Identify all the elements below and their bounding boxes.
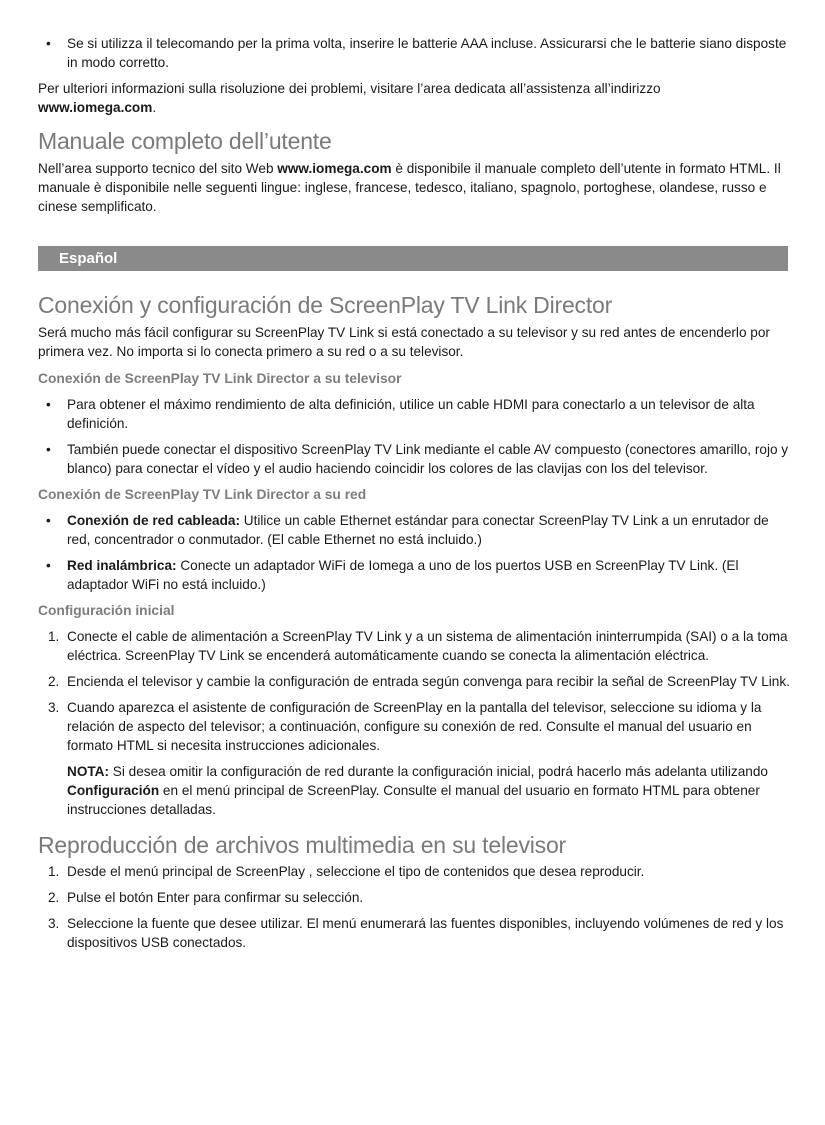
setup-subheading: Configuración inicial bbox=[38, 603, 175, 618]
step-text: Conecte el cable de alimentación a ScreenPlay TV Link y a un sistema de alimentación ininterrumpida (SAI) o a la toma eléctrica. ScreenPlay TV Link se encenderá automáticamente cuando se conecta la alimentación eléctrica. bbox=[67, 629, 788, 663]
bullet-marker: • bbox=[46, 558, 51, 573]
batteries-text: Se si utilizza il telecomando per la prima volta, inserire le batterie AAA incluse. Assicurarsi che le batterie siano disposte in modo corretto. bbox=[67, 36, 787, 70]
list-item bbox=[38, 511, 790, 549]
setup-steps-list bbox=[38, 627, 790, 755]
tv-subheading: Conexión de ScreenPlay TV Link Director a su televisor bbox=[38, 371, 402, 386]
list-item bbox=[38, 34, 790, 72]
list-item bbox=[38, 914, 790, 952]
language-label: Español bbox=[59, 250, 118, 267]
tv-bullet-list bbox=[38, 395, 790, 478]
troubleshoot-paragraph bbox=[38, 79, 790, 117]
bullet-marker: • bbox=[46, 36, 51, 51]
step-number: 1. bbox=[48, 629, 60, 644]
note-text-before: Si desea omitir la configuración de red durante la configuración inicial, podrá hacerlo más adelanta utilizando bbox=[109, 764, 768, 779]
step-number: 2. bbox=[48, 890, 60, 905]
note-bold-word: Configuración bbox=[67, 783, 160, 798]
network-bullet-list bbox=[38, 511, 790, 594]
note-label: NOTA: bbox=[67, 764, 110, 779]
connection-heading: Conexión y configuración de ScreenPlay TV Link Director bbox=[38, 292, 613, 318]
step-number: 3. bbox=[48, 700, 60, 715]
list-item bbox=[38, 672, 790, 691]
manual-heading: Manuale completo dell’utente bbox=[38, 128, 332, 154]
step-number: 3. bbox=[48, 916, 60, 931]
bullet-marker: • bbox=[46, 397, 51, 412]
list-item bbox=[38, 698, 790, 755]
step-number: 1. bbox=[48, 864, 60, 879]
troubleshoot-text: Per ulteriori informazioni sulla risoluzione dei problemi, visitare l’area dedicata all’assistenza all’indirizzo bbox=[38, 81, 661, 96]
step-text: Pulse el botón Enter para confirmar su selección. bbox=[67, 890, 364, 905]
manual-paragraph bbox=[38, 159, 790, 216]
step-number: 2. bbox=[48, 674, 60, 689]
wireless-label: Red inalámbrica: bbox=[67, 558, 177, 573]
list-item bbox=[38, 556, 790, 594]
step-text: Seleccione la fuente que desee utilizar. El menú enumerará las fuentes disponibles, incluyendo volúmenes de red y los dispositivos USB conectados. bbox=[67, 916, 784, 950]
support-link[interactable]: www.iomega.com bbox=[38, 100, 153, 115]
wireless-text: Conecte un adaptador WiFi de Iomega a uno de los puertos USB en ScreenPlay TV Link. (El adaptador WiFi no está incluido.) bbox=[67, 558, 739, 592]
language-section-bar bbox=[38, 246, 788, 271]
step-text: Desde el menú principal de ScreenPlay , seleccione el tipo de contenidos que desea reproducir. bbox=[67, 864, 645, 879]
troubleshoot-end: . bbox=[152, 100, 157, 115]
tv-bullet-text: También puede conectar el dispositivo ScreenPlay TV Link mediante el cable AV compuesto (conectores amarillo, rojo y blanco) para conectar el vídeo y el audio haciendo coincidir los colores de las clavijas con los del televisor. bbox=[67, 442, 789, 476]
manual-text-after: è disponibile il manuale completo dell’utente in formato HTML. Il manuale è disponibile nelle seguenti lingue: inglese, francese, tedesco, italiano, spagnolo, portoghese, olandese, russo e cinese semplificato. bbox=[38, 161, 781, 214]
wired-label: Conexión de red cableada: bbox=[67, 513, 240, 528]
manual-link[interactable]: www.iomega.com bbox=[277, 161, 392, 176]
tv-bullet-text: Para obtener el máximo rendimiento de alta definición, utilice un cable HDMI para conectarlo a un televisor de alta definición. bbox=[67, 397, 755, 431]
connection-intro: Será mucho más fácil configurar su ScreenPlay TV Link si está conectado a su televisor y su red antes de encenderlo por primera vez. No importa si lo conecta primero a su red o a su televisor. bbox=[38, 325, 770, 359]
wired-text: Utilice un cable Ethernet estándar para conectar ScreenPlay TV Link a un enrutador de red, concentrador o conmutador. (El cable Ethernet no está incluido.) bbox=[67, 513, 769, 547]
note-text-after: en el menú principal de ScreenPlay. Consulte el manual del usuario en formato HTML para obtener instrucciones detalladas. bbox=[67, 783, 760, 817]
playback-heading: Reproducción de archivos multimedia en su televisor bbox=[38, 832, 567, 858]
bullet-marker: • bbox=[46, 513, 51, 528]
list-item bbox=[38, 627, 790, 665]
list-item bbox=[38, 888, 790, 907]
document-page bbox=[38, 34, 790, 952]
list-item bbox=[38, 440, 790, 478]
bullet-marker: • bbox=[46, 442, 51, 457]
intro-bullet-list bbox=[38, 34, 790, 72]
step-text: Encienda el televisor y cambie la configuración de entrada según convenga para recibir la señal de ScreenPlay TV Link. bbox=[67, 674, 790, 689]
step-text: Cuando aparezca el asistente de configuración de ScreenPlay en la pantalla del televisor, seleccione su idioma y la relación de aspecto del televisor; a continuación, configure su conexión de red. Consulte el manual del usuario en formato HTML si necesita instrucciones adicionales. bbox=[67, 700, 762, 753]
list-item bbox=[38, 862, 790, 881]
playback-steps-list bbox=[38, 862, 790, 952]
manual-text-before: Nell’area supporto tecnico del sito Web bbox=[38, 161, 278, 176]
network-subheading: Conexión de ScreenPlay TV Link Director a su red bbox=[38, 487, 367, 502]
setup-note bbox=[38, 762, 790, 819]
list-item bbox=[38, 395, 790, 433]
